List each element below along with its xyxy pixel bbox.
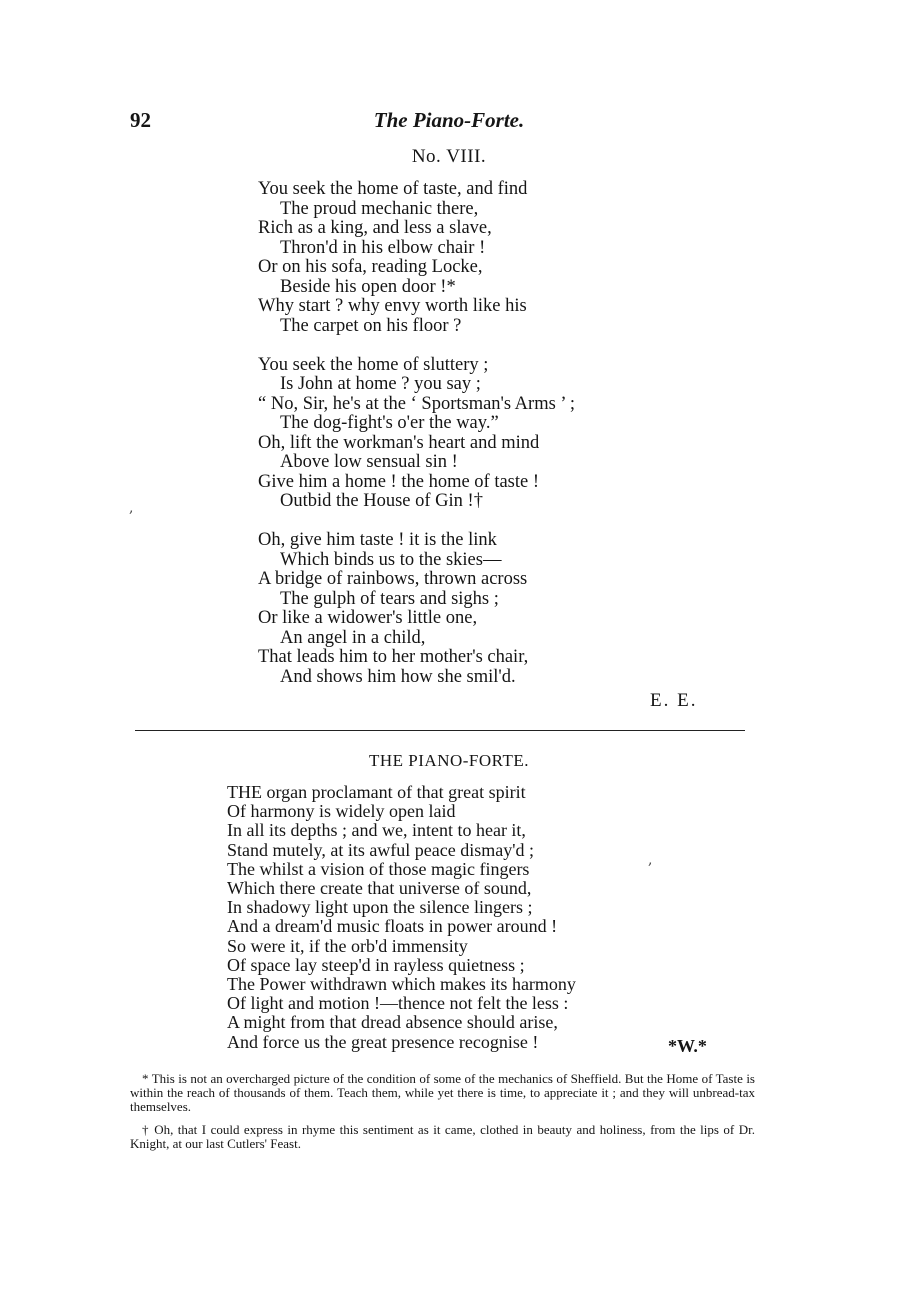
stanza bbox=[258, 356, 575, 512]
poem-line: A bridge of rainbows, thrown across bbox=[258, 569, 528, 589]
poem-line: Or like a widower's little one, bbox=[258, 608, 478, 628]
poem-line: The carpet on his floor ? bbox=[280, 315, 462, 336]
poem-line: Beside his open door !* bbox=[280, 276, 456, 297]
page-number: 92 bbox=[130, 108, 151, 132]
poem-signature: E. E. bbox=[650, 690, 698, 711]
stanza bbox=[258, 180, 575, 336]
poem-line: You seek the home of taste, and find bbox=[258, 179, 528, 199]
poem-line: Is John at home ? you say ; bbox=[280, 374, 481, 394]
poem-line: Which there create that universe of sound, bbox=[227, 878, 532, 899]
stray-mark: , bbox=[648, 852, 653, 868]
footnotes bbox=[130, 1072, 755, 1159]
poem-line: A might from that dread absence should arise, bbox=[227, 1012, 558, 1033]
poem-line: In shadowy light upon the silence lingers ; bbox=[227, 897, 533, 918]
poem-line: Outbid the House of Gin !† bbox=[280, 491, 483, 511]
poem-line: Which binds us to the skies— bbox=[280, 549, 502, 570]
poem-line: Of space lay steep'd in rayless quietness ; bbox=[227, 954, 525, 975]
poem-line: Give him a home ! the home of taste ! bbox=[258, 471, 540, 492]
poem-title: THE PIANO-FORTE. bbox=[369, 751, 529, 770]
footnote: * This is not an overcharged picture of the condition of some of the mechanics of Sheffield. But the Home of Taste is within the reach of thousands of them. Teach them, while yet there is time, to appreciate it ; and they will unbread-tax themselves. bbox=[130, 1071, 755, 1115]
piano-forte-poem bbox=[227, 783, 576, 1052]
stray-mark: , bbox=[129, 500, 134, 516]
section-divider bbox=[135, 730, 745, 731]
poem-line: Of light and motion !—thence not felt the less : bbox=[227, 993, 569, 1014]
poem-line: The proud mechanic there, bbox=[280, 198, 479, 219]
poem-line: Of harmony is widely open laid bbox=[227, 801, 456, 822]
poem-line: Thron'd in his elbow chair ! bbox=[280, 237, 486, 258]
stanza bbox=[258, 531, 575, 687]
poem-line: Stand mutely, at its awful peace dismay'd ; bbox=[227, 839, 535, 860]
running-title: The Piano-Forte. bbox=[373, 108, 525, 132]
poem-line: And shows him how she smil'd. bbox=[280, 666, 516, 687]
poem-line: An angel in a child, bbox=[280, 627, 426, 648]
poem-line: In all its depths ; and we, intent to hear it, bbox=[227, 820, 526, 841]
poem-line: And a dream'd music floats in power around ! bbox=[227, 916, 558, 937]
poem-line: THE organ proclamant of that great spirit bbox=[227, 782, 526, 802]
poem-line: Or on his sofa, reading Locke, bbox=[258, 257, 483, 277]
poem-line: The gulph of tears and sighs ; bbox=[280, 588, 499, 609]
poem-line: The dog-fight's o'er the way.” bbox=[280, 413, 499, 433]
poem-line: Oh, give him taste ! it is the link bbox=[258, 530, 497, 550]
poem-line: Above low sensual sin ! bbox=[280, 452, 458, 472]
poem-line: So were it, if the orb'd immensity bbox=[227, 935, 468, 956]
poem-signature: *W.* bbox=[668, 1036, 707, 1056]
poem-line: You seek the home of sluttery ; bbox=[258, 354, 489, 375]
poem-line: The whilst a vision of those magic fingers bbox=[227, 858, 530, 879]
poem-number: No. VIII. bbox=[411, 146, 487, 167]
poem-viii bbox=[258, 180, 575, 707]
poem-line: Why start ? why envy worth like his bbox=[258, 296, 527, 316]
poem-line: “ No, Sir, he's at the ‘ Sportsman's Arms ’ ; bbox=[258, 393, 575, 414]
footnote: † Oh, that I could express in rhyme this sentiment as it came, clothed in beauty and holiness, from the lips of Dr. Knight, at our last Cutlers' Feast. bbox=[130, 1121, 755, 1151]
poem-line: The Power withdrawn which makes its harmony bbox=[227, 974, 576, 995]
poem-line: And force us the great presence recognise ! bbox=[227, 1031, 539, 1052]
page-header bbox=[0, 108, 898, 138]
poem-line: Oh, lift the workman's heart and mind bbox=[258, 432, 540, 453]
poem-line: Rich as a king, and less a slave, bbox=[258, 218, 492, 238]
poem-line: That leads him to her mother's chair, bbox=[258, 647, 529, 667]
